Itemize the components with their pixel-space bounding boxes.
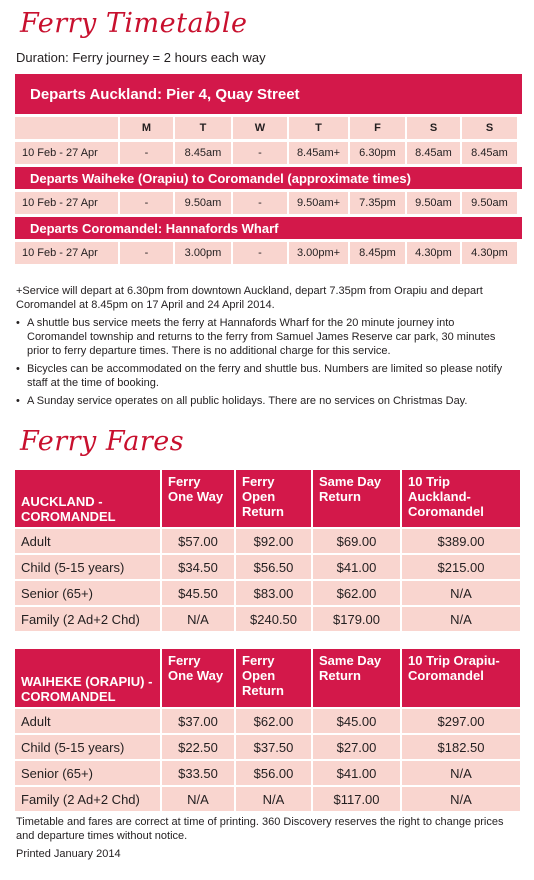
day-header: S (407, 117, 460, 139)
fare-cell: $37.50 (236, 735, 311, 759)
fare-cell: $62.00 (313, 581, 400, 605)
fare-cell: $389.00 (402, 529, 520, 553)
printed-date: Printed January 2014 (16, 848, 121, 860)
time-cell: 9.50am (175, 192, 231, 214)
note-text: A Sunday service operates on all public holidays. There are no services on Christmas Day. (27, 395, 468, 407)
day-header: T (289, 117, 348, 139)
fare-type-header: Same Day Return (313, 649, 400, 707)
day-header: S (462, 117, 517, 139)
time-cell: 3.00pm (175, 242, 231, 264)
fare-cell: N/A (402, 607, 520, 631)
fare-cell: $297.00 (402, 709, 520, 733)
fare-row (15, 581, 520, 605)
fare-cell: $57.00 (162, 529, 234, 553)
passenger-type: Child (5-15 years) (15, 735, 160, 759)
note-bullet (16, 394, 516, 408)
fare-type-header: Ferry One Way (162, 470, 234, 527)
day-header-row (15, 117, 522, 139)
timetable-title: Ferry Timetable (20, 8, 248, 39)
fare-cell: N/A (402, 787, 520, 811)
fare-header-row (15, 470, 520, 527)
day-header: T (175, 117, 231, 139)
fare-cell: N/A (162, 607, 234, 631)
duration-text: Duration: Ferry journey = 2 hours each way (16, 50, 266, 65)
day-header: M (120, 117, 173, 139)
timetable-row (15, 192, 522, 214)
note-text: A shuttle bus service meets the ferry at Hannafords Wharf for the 20 minute journey into Coromandel township and returns to the ferry from Samuel James Reserve car park, 30 minutes prior to ferry departure times. There is no additional charge for this service. (27, 317, 496, 357)
fare-cell: $69.00 (313, 529, 400, 553)
fare-cell: $117.00 (313, 787, 400, 811)
fare-cell: $33.50 (162, 761, 234, 785)
fare-cell: N/A (402, 581, 520, 605)
day-header: W (233, 117, 287, 139)
band-departs-coromandel: Departs Coromandel: Hannafords Wharf (15, 217, 522, 239)
note-bullet (16, 362, 516, 390)
fare-cell: N/A (162, 787, 234, 811)
fare-table-auckland-coromandel (15, 470, 520, 631)
fare-cell: $22.50 (162, 735, 234, 759)
fare-cell: $179.00 (313, 607, 400, 631)
passenger-type: Family (2 Ad+2 Chd) (15, 787, 160, 811)
fare-row (15, 555, 520, 579)
passenger-type: Adult (15, 529, 160, 553)
fare-type-header: 10 Trip Orapiu-Coromandel (402, 649, 520, 707)
passenger-type: Senior (65+) (15, 581, 160, 605)
bullet-icon: • (16, 363, 20, 375)
fare-row (15, 607, 520, 631)
fare-cell: $45.00 (313, 709, 400, 733)
bullet-icon: • (16, 395, 20, 407)
fare-type-header: Ferry Open Return (236, 649, 311, 707)
time-cell: 6.30pm (350, 142, 405, 164)
passenger-type: Family (2 Ad+2 Chd) (15, 607, 160, 631)
footer (16, 815, 516, 861)
band-departs-auckland: Departs Auckland: Pier 4, Quay Street (15, 74, 522, 114)
timetable-row (15, 142, 522, 164)
time-cell: 3.00pm+ (289, 242, 348, 264)
fare-cell: $45.50 (162, 581, 234, 605)
fare-row (15, 529, 520, 553)
note-text: Bicycles can be accommodated on the ferry and shuttle bus. Numbers are limited so please notify staff at the time of booking. (27, 363, 503, 389)
fare-cell: $41.00 (313, 761, 400, 785)
bullet-icon: • (16, 317, 20, 329)
fare-cell: N/A (402, 761, 520, 785)
time-cell: 9.50am (462, 192, 517, 214)
timetable-row (15, 242, 522, 264)
fare-cell: $41.00 (313, 555, 400, 579)
fare-type-header: 10 Trip Auckland-Coromandel (402, 470, 520, 527)
fare-cell: $34.50 (162, 555, 234, 579)
fare-cell: $62.00 (236, 709, 311, 733)
timetable (15, 74, 522, 264)
passenger-type: Adult (15, 709, 160, 733)
fare-row (15, 761, 520, 785)
band-departs-waiheke: Departs Waiheke (Orapiu) to Coromandel (approximate times) (15, 167, 522, 189)
plus-service-note: +Service will depart at 6.30pm from downtown Auckland, depart 7.35pm from Orapiu and depart Coromandel at 8.45pm on 17 April and 24 April 2014. (16, 285, 483, 311)
fares-title: Ferry Fares (20, 426, 185, 457)
fare-cell: $92.00 (236, 529, 311, 553)
fare-type-header: Same Day Return (313, 470, 400, 527)
fare-cell: $182.50 (402, 735, 520, 759)
time-cell: 8.45am+ (289, 142, 348, 164)
time-cell: 7.35pm (350, 192, 405, 214)
route-header: AUCKLAND - COROMANDEL (15, 470, 160, 527)
fare-cell: N/A (236, 787, 311, 811)
time-cell: 9.50am (407, 192, 460, 214)
timetable-notes (16, 284, 516, 408)
date-range: 10 Feb - 27 Apr (15, 192, 118, 214)
time-cell: 9.50am+ (289, 192, 348, 214)
fare-row (15, 735, 520, 759)
day-header: F (350, 117, 405, 139)
time-cell: - (120, 142, 173, 164)
fare-table-waiheke-coromandel (15, 649, 520, 811)
fare-type-header: Ferry Open Return (236, 470, 311, 527)
time-cell: 8.45am (462, 142, 517, 164)
fare-cell: $27.00 (313, 735, 400, 759)
time-cell: - (233, 192, 287, 214)
time-cell: - (233, 142, 287, 164)
date-range: 10 Feb - 27 Apr (15, 242, 118, 264)
time-cell: 4.30pm (462, 242, 517, 264)
fare-cell: $240.50 (236, 607, 311, 631)
time-cell: - (233, 242, 287, 264)
disclaimer-text: Timetable and fares are correct at time of printing. 360 Discovery reserves the right to change prices and departure times without notice. (16, 816, 504, 842)
fare-cell: $215.00 (402, 555, 520, 579)
fare-header-row (15, 649, 520, 707)
time-cell: 8.45am (175, 142, 231, 164)
fare-cell: $83.00 (236, 581, 311, 605)
note-bullet (16, 316, 516, 358)
time-cell: 8.45am (407, 142, 460, 164)
fare-cell: $56.00 (236, 761, 311, 785)
fare-cell: $56.50 (236, 555, 311, 579)
time-cell: 8.45pm (350, 242, 405, 264)
passenger-type: Senior (65+) (15, 761, 160, 785)
time-cell: 4.30pm (407, 242, 460, 264)
time-cell: - (120, 192, 173, 214)
fare-row (15, 709, 520, 733)
fare-cell: $37.00 (162, 709, 234, 733)
fare-row (15, 787, 520, 811)
day-header-blank (15, 117, 118, 139)
date-range: 10 Feb - 27 Apr (15, 142, 118, 164)
route-header: WAIHEKE (ORAPIU) - COROMANDEL (15, 649, 160, 707)
fare-type-header: Ferry One Way (162, 649, 234, 707)
time-cell: - (120, 242, 173, 264)
passenger-type: Child (5-15 years) (15, 555, 160, 579)
